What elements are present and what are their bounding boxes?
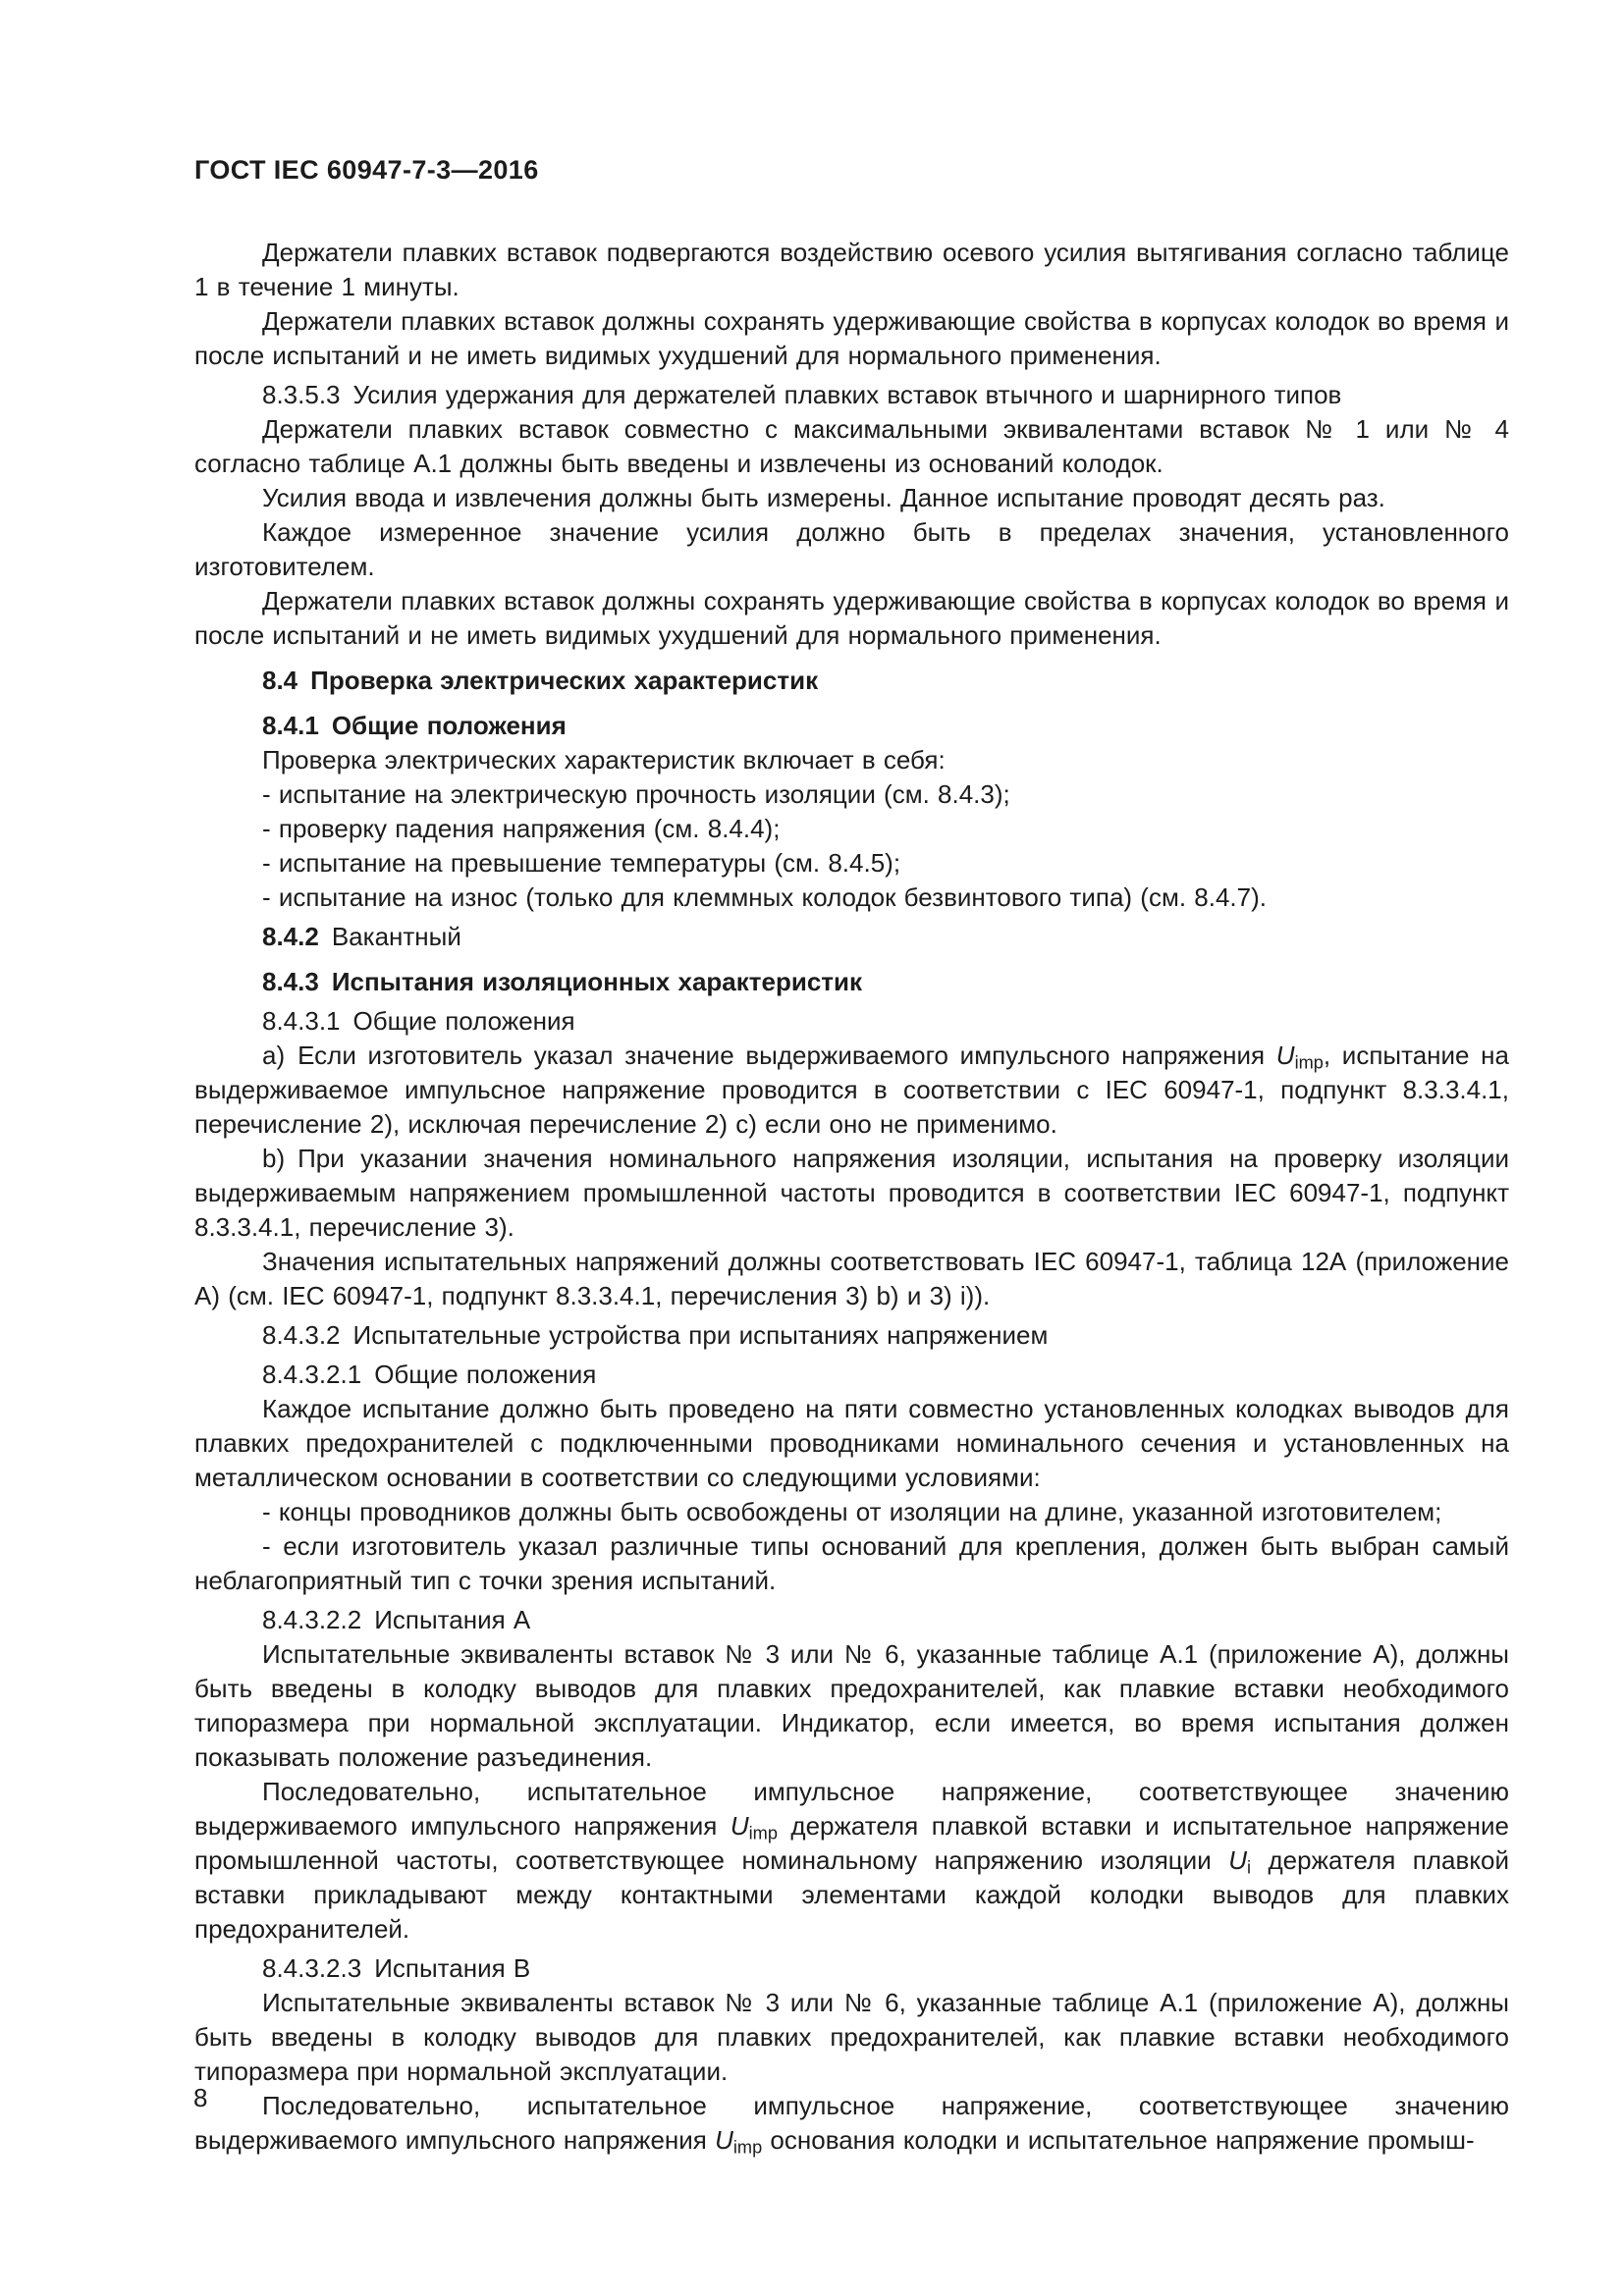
section-heading-8-4-3-2-1: 8.4.3.2.1 Общие положения bbox=[262, 1360, 597, 1389]
paragraph: Держатели плавких вставок должны сохранять удерживающие свойства в корпусах колодок во время и после испытаний и не иметь видимых ухудшений для нормального применения. bbox=[194, 586, 1509, 650]
list-item: - если изготовитель указал различные типы оснований для крепления, должен быть выбран самый неблагоприятный тип с точки зрения испытаний. bbox=[194, 1531, 1509, 1595]
section-heading-8-4-2: 8.4.2 Вакантный bbox=[262, 922, 461, 951]
list-item: - концы проводников должны быть освобождены от изоляции на длине, указанной изготовителем; bbox=[262, 1497, 1442, 1526]
section-heading-8-3-5-3: 8.3.5.3 Усилия удержания для держателей плавких вставок втычного и шарнирного типов bbox=[262, 380, 1342, 409]
section-heading-8-4: 8.4 Проверка электрических характеристик bbox=[262, 666, 819, 695]
paragraph: Испытательные эквиваленты вставок № 3 или № 6, указанные таблице А.1 (приложение А), должны быть введены в колодку выводов для плавких предохранителей, как плавкие вставки необходимого типоразмера при нормальной эксплуатации. bbox=[194, 1988, 1509, 2086]
section-heading-8-4-3-2-3: 8.4.3.2.3 Испытания В bbox=[262, 1953, 531, 1983]
paragraph: b) При указании значения номинального напряжения изоляции, испытания на проверку изоляции выдерживаемым напряжением промышленной частоты проводится в соответствии IEC 60947-1, подпункт 8.3.3.4.1, перечисление 3). bbox=[194, 1144, 1509, 1242]
paragraph: Держатели плавких вставок должны сохранять удерживающие свойства в корпусах колодок во время и после испытаний и не иметь видимых ухудшений для нормального применения. bbox=[194, 306, 1509, 370]
paragraph: Держатели плавких вставок подвергаются воздействию осевого усилия вытягивания согласно таблице 1 в течение 1 минуты. bbox=[194, 238, 1509, 301]
paragraph: Каждое измеренное значение усилия должно быть в пределах значения, установленного изготовителем. bbox=[194, 517, 1509, 581]
list-item: - проверку падения напряжения (см. 8.4.4); bbox=[262, 814, 781, 843]
page-number: 8 bbox=[193, 2083, 208, 2112]
paragraph: Держатели плавких вставок совместно с максимальными эквивалентами вставок № 1 или № 4 согласно таблице А.1 должны быть введены и извлечены из оснований колодок. bbox=[194, 414, 1509, 478]
section-heading-8-4-1: 8.4.1 Общие положения bbox=[262, 711, 567, 740]
paragraph: Последовательно, испытательное импульсное напряжение, соответствующее значению выдерживаемого импульсного напряжения $U_{imp}$ основания колодки и испытательное напряжение промыш- bbox=[194, 2091, 1509, 2158]
document-body bbox=[194, 236, 1509, 2158]
section-heading-8-4-3-2: 8.4.3.2 Испытательные устройства при испытаниях напряжением bbox=[262, 1320, 1049, 1350]
paragraph: Усилия ввода и извлечения должны быть измерены. Данное испытание проводят десять раз. bbox=[262, 483, 1385, 512]
section-heading-8-4-3-2-2: 8.4.3.2.2 Испытания А bbox=[262, 1605, 531, 1634]
list-item: - испытание на износ (только для клеммных колодок безвинтового типа) (см. 8.4.7). bbox=[262, 882, 1267, 912]
list-item: - испытание на превышение температуры (см. 8.4.5); bbox=[262, 848, 901, 878]
paragraph: Значения испытательных напряжений должны соответствовать IEC 60947-1, таблица 12А (приложение А) (см. IEC 60947-1, подпункт 8.3.3.4.1, перечисления 3) b) и 3) i)). bbox=[194, 1247, 1509, 1310]
section-heading-8-4-3: 8.4.3 Испытания изоляционных характеристик bbox=[262, 967, 863, 996]
paragraph: a) Если изготовитель указал значение выдерживаемого импульсного напряжения $U_{imp}$, испытание на выдерживаемое импульсное напряжение проводится в соответствии с IEC 60947-1, подпункт 8.3.3.4.1, перечисление 2), исключая перечисление 2) c) если оно не применимо. bbox=[194, 1041, 1509, 1139]
paragraph: Каждое испытание должно быть проведено на пяти совместно установленных колодках выводов для плавких предохранителей с подключенными проводниками номинального сечения и установленных на металлическом основании в соответствии со следующими условиями: bbox=[194, 1394, 1509, 1492]
paragraph: Проверка электрических характеристик включает в себя: bbox=[262, 745, 946, 774]
running-header: ГОСТ IEC 60947-7-3—2016 bbox=[194, 155, 539, 185]
section-heading-8-4-3-1: 8.4.3.1 Общие положения bbox=[262, 1006, 575, 1036]
paragraph: Последовательно, испытательное импульсное напряжение, соответствующее значению выдерживаемого импульсного напряжения $U_{imp}$ держателя плавкой вставки и испытательное напряжение промышленной частоты, соответствующее номинальному напряжению изоляции $U_i$ держателя плавкой вставки прикладывают между контактными элементами каждой колодки выводов для плавких предохранителей. bbox=[194, 1777, 1509, 1944]
list-item: - испытание на электрическую прочность изоляции (см. 8.4.3); bbox=[262, 779, 1010, 809]
paragraph: Испытательные эквиваленты вставок № 3 или № 6, указанные таблице А.1 (приложение А), должны быть введены в колодку выводов для плавких предохранителей, как плавкие вставки необходимого типоразмера при нормальной эксплуатации. Индикатор, если имеется, во время испытания должен показывать положение разъединения. bbox=[194, 1639, 1509, 1772]
